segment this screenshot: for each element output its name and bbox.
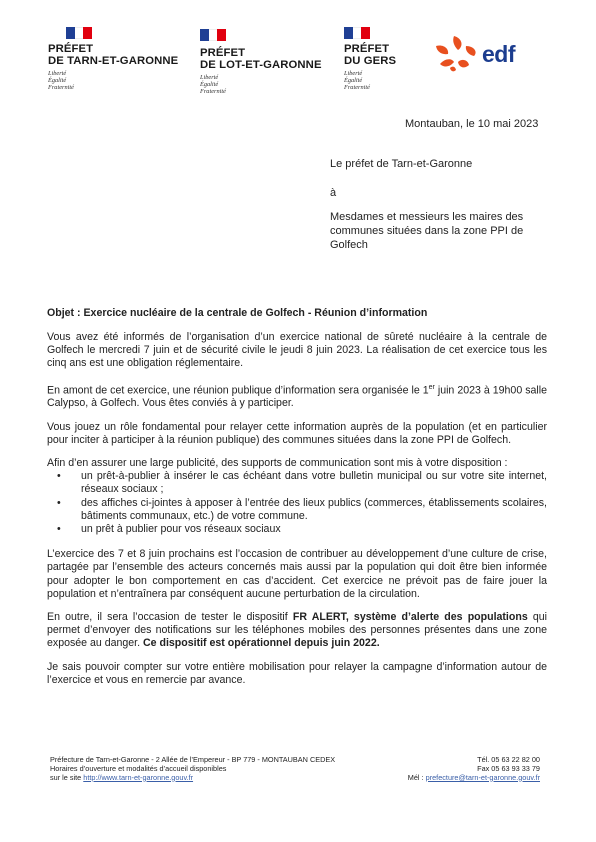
prefect-title-line1: PRÉFET	[48, 43, 94, 55]
republic-motto: Liberté Égalité Fraternité	[200, 74, 226, 95]
prefect-title-line2: DE LOT-ET-GARONNE	[200, 59, 322, 71]
paragraph-1: Vous avez été informés de l’organisation d’un exercice national de sûreté nucléaire à la centrale de Golfech le mercredi 7 juin et de sécurité civile le jeudi 8 juin 2023. La réalisation de cet exercice tous les cinq ans est une obligation réglementaire.	[47, 331, 547, 370]
edf-wordmark: edf	[482, 40, 515, 67]
marianne-flag-icon	[344, 27, 370, 39]
prefect-header-lot-et-garonne	[200, 29, 322, 95]
edf-logo	[432, 34, 515, 74]
footer-address: Préfecture de Tarn-et-Garonne - 2 Allée de l’Empereur - BP 779 - MONTAUBAN CEDEX Horaires d’ouverture et modalités d’accueil disponibles sur le site http://www.tarn-et-garonne.gouv.fr	[50, 755, 336, 782]
website-link[interactable]: http://www.tarn-et-garonne.gouv.fr	[83, 772, 194, 782]
email-link[interactable]: prefecture@tarn-et-garonne.gouv.fr	[425, 772, 540, 782]
support-list	[47, 470, 547, 536]
prefect-title-line2: DU GERS	[344, 55, 397, 67]
prefect-header-gers	[344, 27, 396, 91]
letter-body	[47, 331, 547, 697]
to-word: à	[330, 187, 337, 199]
edf-flower-icon	[432, 34, 480, 74]
paragraph-3: Vous jouez un rôle fondamental pour relayer cette information auprès de la population (et en particulier pour inciter à participer à la réunion publique) des communes situées dans la zone PPI de Golfech.	[47, 420, 547, 446]
republic-motto: Liberté Égalité Fraternité	[48, 70, 74, 91]
sender-line: Le préfet de Tarn-et-Garonne	[330, 158, 473, 170]
prefect-title-line1: PRÉFET	[344, 43, 390, 55]
list-item: • un prêt à publier pour vos réseaux sociaux	[47, 523, 547, 536]
recipient-block: Mesdames et messieurs les maires des communes situées dans la zone PPI de Golfech	[330, 211, 524, 251]
list-item: • des affiches ci-jointes à apposer à l’entrée des lieux publics (commerces, établissements scolaires, bâtiments communaux, etc.) de votre commune.	[47, 497, 547, 523]
marianne-flag-icon	[66, 27, 92, 39]
prefect-header-tarn-et-garonne	[48, 27, 178, 91]
date-line: Montauban, le 10 mai 2023	[405, 118, 539, 130]
paragraph-6: En outre, il sera l’occasion de tester le dispositif FR ALERT, système d’alerte des populations qui permet d’envoyer des notifications sur les téléphones mobiles des personnes présentes dans une zone exposée au danger. Ce dispositif est opérationnel depuis juin 2022.	[47, 610, 547, 650]
paragraph-5: L’exercice des 7 et 8 juin prochains est l’occasion de contribuer au développement d’une culture de crise, partagée par l’ensemble des acteurs concernés mais aussi par la population qui doit être bien informée pour adopter le bon comportement en cas d’accident. Cet exercice ne prévoit pas de faire jouer la population et n’entraînera par conséquent aucune perturbation de la circulation.	[47, 548, 547, 600]
paragraph-7: Je sais pouvoir compter sur votre entière mobilisation pour relayer la campagne d’information autour de l’exercice et vous en remercie par avance.	[47, 660, 547, 686]
prefect-title-line1: PRÉFET	[200, 47, 246, 59]
paragraph-2: En amont de cet exercice, une réunion publique d’information sera organisée le 1er juin 2023 à 19h00 salle Calypso, à Golfech. Vous êtes conviés à y participer.	[47, 383, 547, 410]
republic-motto: Liberté Égalité Fraternité	[344, 70, 370, 91]
list-item: • un prêt-à-publier à insérer le cas échéant dans votre bulletin municipal ou sur votre site internet, réseaux sociaux ;	[47, 470, 547, 496]
footer-contact: Tél. 05 63 22 82 00 Fax 05 63 93 33 79 Mél : prefecture@tarn-et-garonne.gouv.fr	[407, 755, 540, 782]
paragraph-4-intro: Afin d’en assurer une large publicité, des supports de communication sont mis à votre disposition :	[47, 456, 508, 469]
marianne-flag-icon	[200, 29, 226, 41]
object-line: Objet : Exercice nucléaire de la centrale de Golfech - Réunion d’information	[47, 307, 428, 319]
prefect-title-line2: DE TARN-ET-GARONNE	[48, 55, 179, 67]
